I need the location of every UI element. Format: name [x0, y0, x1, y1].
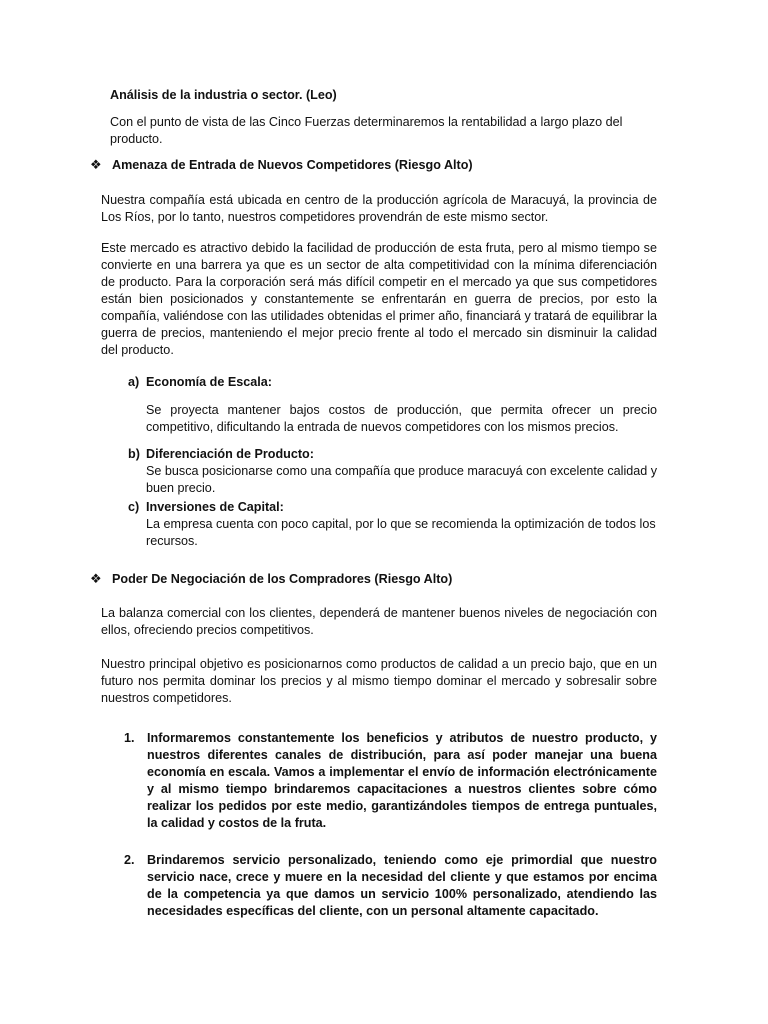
- section2-heading: [90, 570, 452, 588]
- section1-paragraph-1: Nuestra compañía está ubicada en centro de la producción agrícola de Maracuyá, la provincia de Los Ríos, por lo tanto, nuestros competidores provendrán de este mismo sector.: [101, 193, 657, 224]
- section1-heading-text: Amenaza de Entrada de Nuevos Competidores (Riesgo Alto): [112, 158, 473, 172]
- section-title: Análisis de la industria o sector. (Leo): [110, 88, 337, 102]
- subheading-diferenciacion-de-producto: Diferenciación de Producto:: [146, 447, 314, 461]
- list-item-text: Se proyecta mantener bajos costos de producción, que permita ofrecer un precio competitivo, dificultando la entrada de nuevos competidores con los mismos precios.: [146, 403, 657, 434]
- section2-paragraph-2: Nuestro principal objetivo es posicionarnos como productos de calidad a un precio bajo, que en un futuro nos permita dominar los precios y al mismo tiempo dominar el mercado y sobresalir sobre nuestros competidores.: [101, 657, 657, 705]
- list-number: 2.: [124, 853, 135, 867]
- list-number: 1.: [124, 731, 135, 745]
- diamond-bullet-icon: ❖: [90, 571, 102, 586]
- list-marker: c): [128, 500, 140, 514]
- numbered-item-text: Brindaremos servicio personalizado, teniendo como eje primordial que nuestro servicio nace, crece y muere en la necesidad del cliente y que estamos por encima de la competencia ya que damos un servicio 100% personalizado, atendiendo las necesidades específicas del cliente, con un personal altamente capacitado.: [147, 853, 657, 918]
- subheading-inversiones-de-capital: Inversiones de Capital:: [146, 500, 284, 514]
- section2-paragraph-1: La balanza comercial con los clientes, dependerá de mantener buenos niveles de negociación con ellos, ofreciendo precios competitivos.: [101, 606, 657, 637]
- list-marker: a): [128, 375, 140, 389]
- diamond-bullet-icon: ❖: [90, 157, 102, 172]
- list-item-text: La empresa cuenta con poco capital, por lo que se recomienda la optimización de todos los recursos.: [146, 517, 656, 548]
- section1-paragraph-2: Este mercado es atractivo debido la facilidad de producción de esta fruta, pero al mismo tiempo se convierte en una barrera ya que es un sector de alta competitividad con la mínima diferenciación de producto. Para la corporación será más difícil competir en el mercado ya que sus competidores están bien posicionados y constantemente se enfrentarán en guerra de precios, por esto la compañía, valiéndose con las utilidades obtenidas el primer año, financiará y tratará de equilibrar la guerra de precios, manteniendo el mejor precio frente al todo el mercado sin disminuir la calidad del producto.: [101, 241, 657, 357]
- list-marker: b): [128, 447, 140, 461]
- section1-heading: [90, 156, 473, 174]
- intro-paragraph: Con el punto de vista de las Cinco Fuerzas determinaremos la rentabilidad a largo plazo del producto.: [110, 115, 623, 146]
- section2-heading-text: Poder De Negociación de los Compradores (Riesgo Alto): [112, 572, 453, 586]
- numbered-item-text: Informaremos constantemente los beneficios y atributos de nuestro producto, y nuestros diferentes canales de distribución, para así poder manejar una buena economía en escala. Vamos a implementar el envío de información electrónicamente y al mismo tiempo brindaremos capacitaciones a nuestros clientes sobre cómo realizar los pedidos por este medio, garantizándoles tiempos de entrega puntuales, la calidad y costos de la fruta.: [147, 731, 657, 830]
- subheading-economia-de-escala: Economía de Escala:: [146, 375, 272, 389]
- list-item-text: Se busca posicionarse como una compañía que produce maracuyá con excelente calidad y buen precio.: [146, 464, 658, 495]
